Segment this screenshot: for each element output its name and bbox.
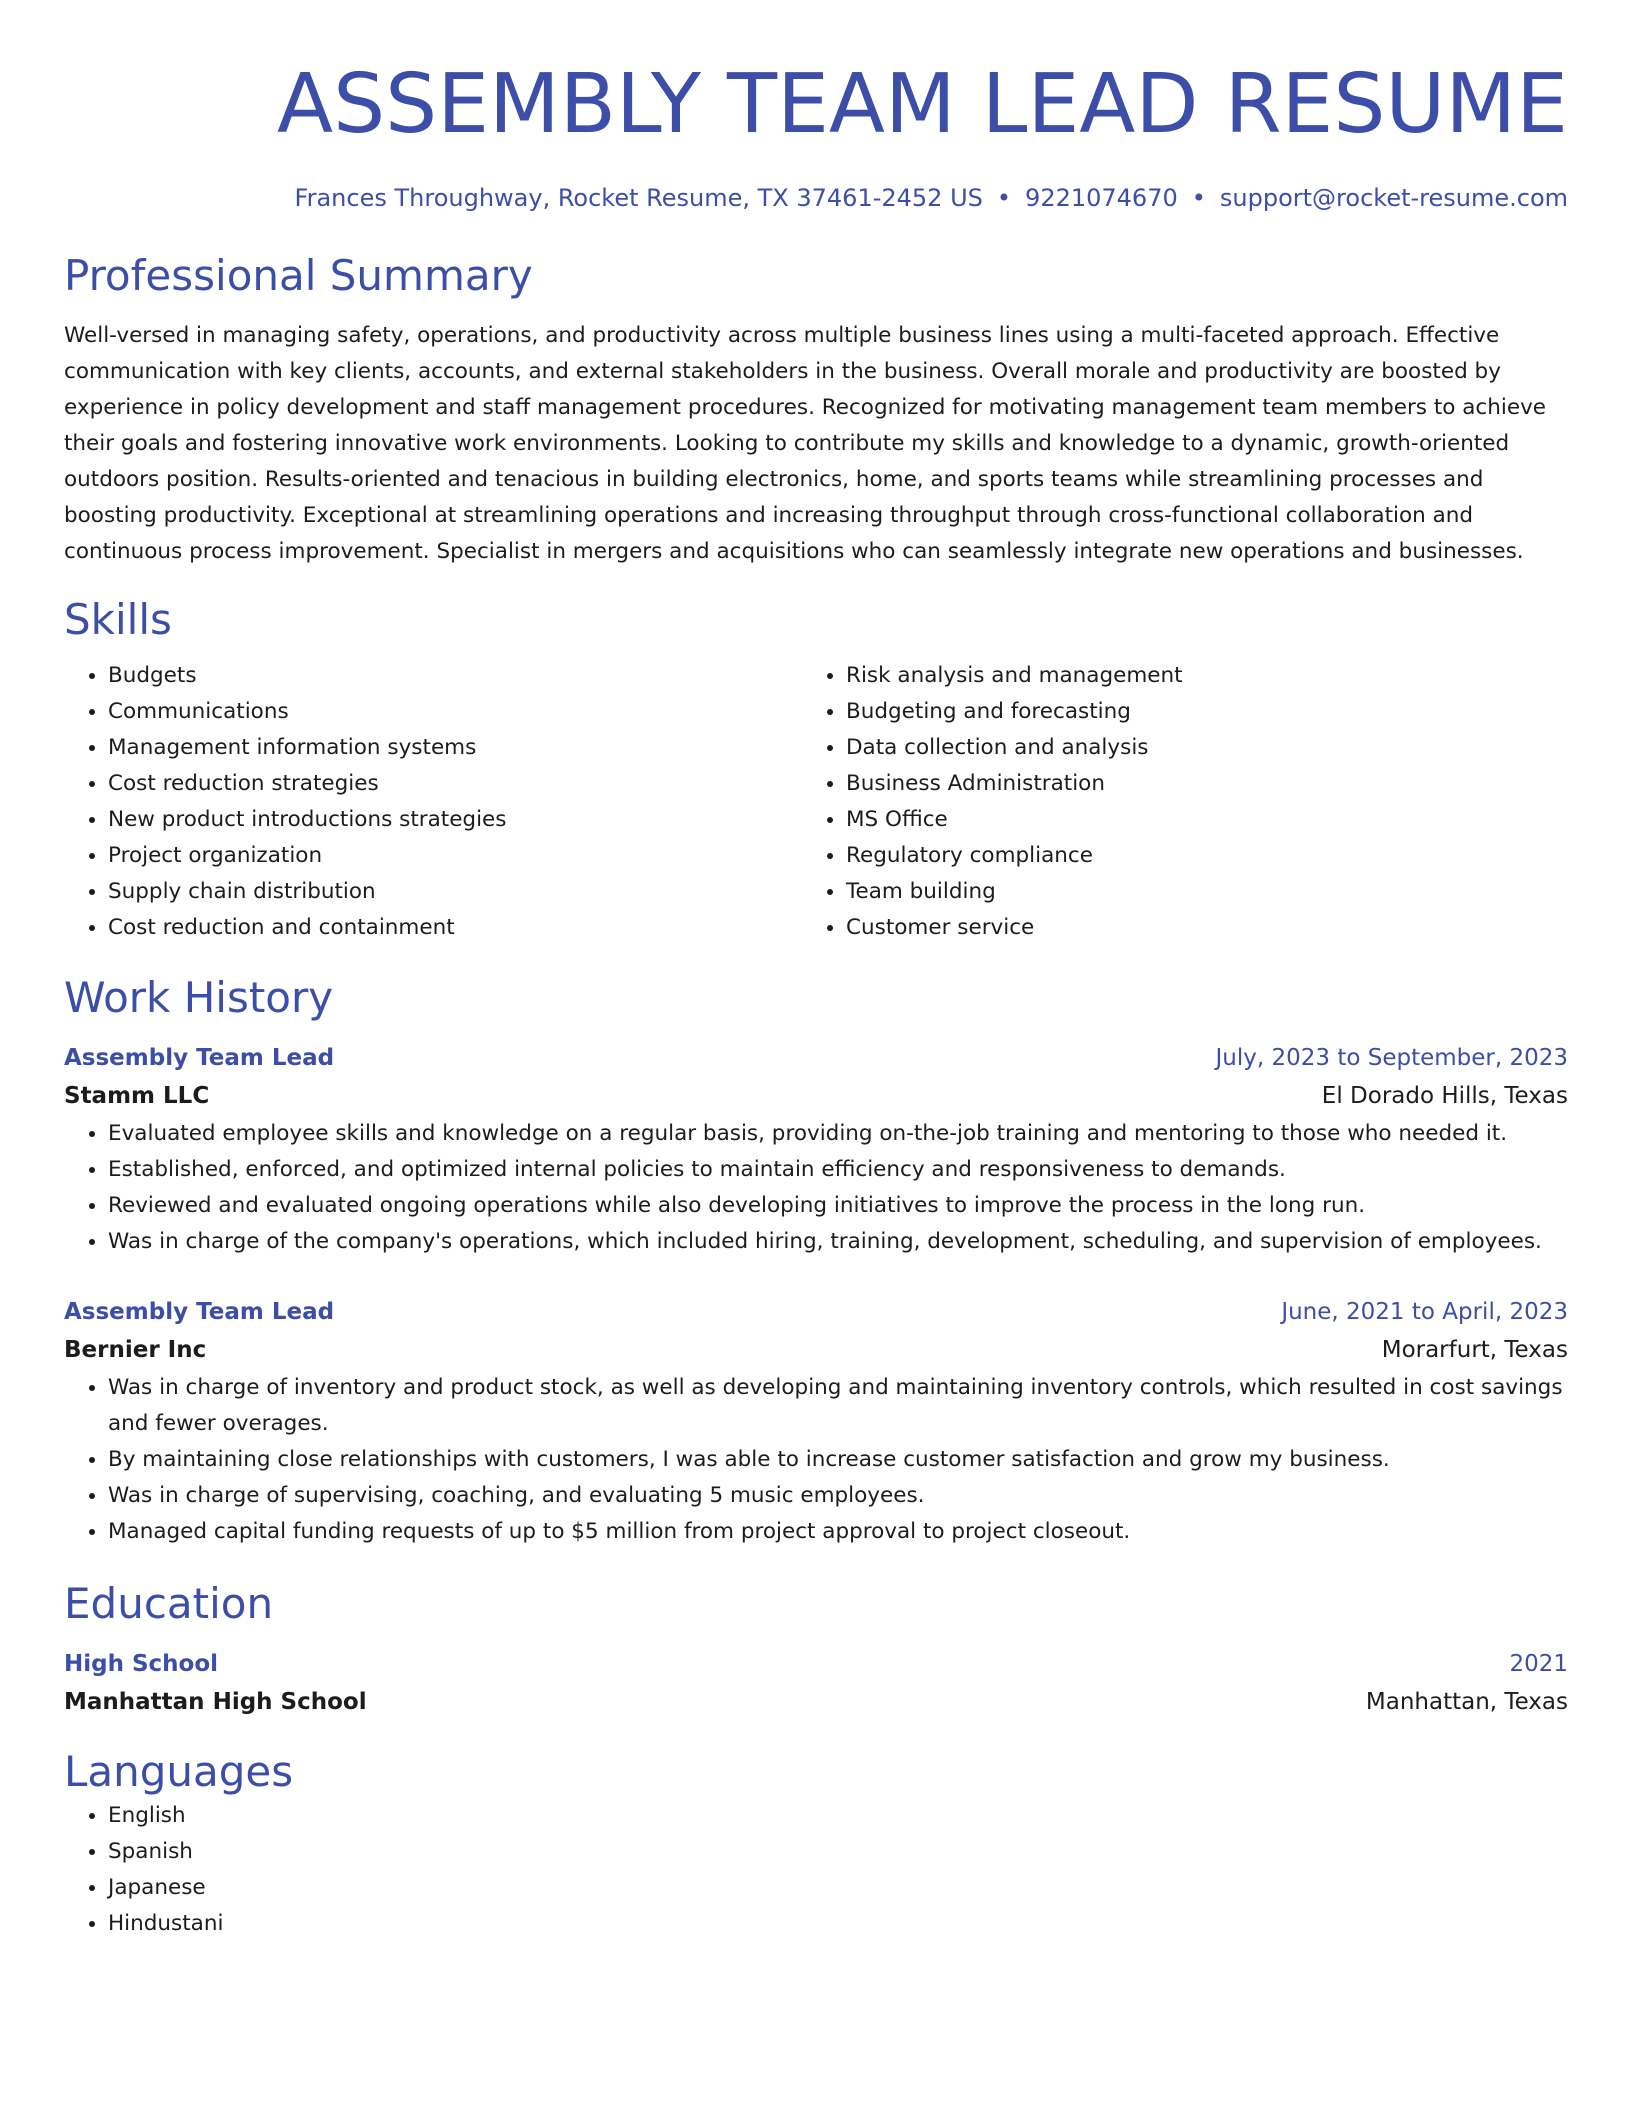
job-company-row (64, 1076, 1568, 1116)
work-history-heading: Work History (64, 973, 334, 1022)
language-item: • Hindustani (108, 1906, 1568, 1942)
job-company: Bernier Inc (64, 1337, 207, 1363)
job-bullet: • Was in charge of inventory and product stock, as well as developing and maintaining inventory controls, which resulted in cost savings and fewer overages. (108, 1370, 1568, 1442)
skill-item: • Risk analysis and management (846, 658, 1540, 694)
education-school-row (64, 1682, 1568, 1722)
job-bullets (64, 1370, 1568, 1550)
skill-item: • Cost reduction strategies (108, 766, 802, 802)
language-item: • Spanish (108, 1834, 1568, 1870)
language-item: • Japanese (108, 1870, 1568, 1906)
job-entry (64, 1294, 1568, 1550)
skill-item: • MS Office (846, 802, 1540, 838)
skill-item: • Team building (846, 874, 1540, 910)
job-bullet: • Managed capital funding requests of up to $5 million from project approval to project closeout. (108, 1514, 1568, 1550)
contact-separator: • (996, 184, 1012, 212)
job-bullet: • Was in charge of the company's operations, which included hiring, training, development, scheduling, and supervision of employees. (108, 1224, 1568, 1260)
contact-address: Frances Throughway, Rocket Resume, TX 37461-2452 US (294, 184, 983, 212)
skill-item: • Budgets (108, 658, 802, 694)
job-bullet: • Evaluated employee skills and knowledge on a regular basis, providing on-the-job training and mentoring to those who needed it. (108, 1116, 1568, 1152)
job-title: Assembly Team Lead (64, 1299, 335, 1325)
summary-heading: Professional Summary (64, 251, 533, 300)
contact-separator: • (1191, 184, 1206, 212)
language-item: • English (108, 1798, 1568, 1834)
skill-item: • Project organization (108, 838, 802, 874)
contact-phone: 9221074670 (1025, 184, 1178, 212)
skill-item: • Data collection and analysis (846, 730, 1540, 766)
job-bullet: • Was in charge of supervising, coaching, and evaluating 5 music employees. (108, 1478, 1568, 1514)
job-location: Morarfurt, Texas (1381, 1337, 1568, 1363)
education-year: 2021 (1509, 1651, 1568, 1677)
job-bullet: • By maintaining close relationships with customers, I was able to increase customer satisfaction and grow my business. (108, 1442, 1568, 1478)
languages-heading: Languages (64, 1747, 294, 1796)
skill-item: • Customer service (846, 910, 1540, 946)
skill-item: • Regulatory compliance (846, 838, 1540, 874)
skill-item: • Communications (108, 694, 802, 730)
education-school: Manhattan High School (64, 1689, 367, 1715)
job-dates: July, 2023 to September, 2023 (1215, 1045, 1568, 1071)
education-location: Manhattan, Texas (1365, 1689, 1568, 1715)
job-company-row (64, 1330, 1568, 1370)
skills-right-column (802, 658, 1540, 946)
education-degree: High School (64, 1651, 219, 1677)
resume-title: ASSEMBLY TEAM LEAD RESUME (277, 57, 1568, 152)
job-bullets (64, 1116, 1568, 1260)
skill-item: • Budgeting and forecasting (846, 694, 1540, 730)
job-entry (64, 1040, 1568, 1260)
skill-item: • Supply chain distribution (108, 874, 802, 910)
education-entry (64, 1646, 1568, 1722)
education-header-row (64, 1646, 1568, 1682)
job-bullet: • Reviewed and evaluated ongoing operations while also developing initiatives to improve the process in the long run. (108, 1188, 1568, 1224)
summary-text: Well-versed in managing safety, operations, and productivity across multiple business lines using a multi-faceted approach. Effective communication with key clients, accounts, and external stakeholders in the business. Overall morale and productivity are boosted by experience in policy development and staff management procedures. Recognized for motivating management team members to achieve their goals and fostering innovative work environments. Looking to contribute my skills and knowledge to a dynamic, growth-oriented outdoors position. Results-oriented and tenacious in building electronics, home, and sports teams while streamlining processes and boosting productivity. Exceptional at streamlining operations and increasing throughput through cross-functional collaboration and continuous process improvement. Specialist in mergers and acquisitions who can seamlessly integrate new operations and businesses. (64, 323, 1547, 564)
skills-grid (64, 658, 1568, 946)
job-title: Assembly Team Lead (64, 1045, 335, 1071)
job-header-row (64, 1294, 1568, 1330)
contact-line (64, 182, 1568, 214)
skill-item: • Cost reduction and containment (108, 910, 802, 946)
skill-item: • New product introductions strategies (108, 802, 802, 838)
job-location: El Dorado Hills, Texas (1321, 1083, 1568, 1109)
education-heading: Education (64, 1579, 274, 1628)
contact-email: support@rocket-resume.com (1219, 184, 1568, 212)
skill-item: • Management information systems (108, 730, 802, 766)
job-header-row (64, 1040, 1568, 1076)
skills-left-column (64, 658, 802, 946)
languages-list (64, 1798, 1568, 1942)
job-bullet: • Established, enforced, and optimized internal policies to maintain efficiency and responsiveness to demands. (108, 1152, 1568, 1188)
job-company: Stamm LLC (64, 1083, 210, 1109)
skills-heading: Skills (64, 595, 172, 644)
job-dates: June, 2021 to April, 2023 (1281, 1299, 1568, 1325)
skill-item: • Business Administration (846, 766, 1540, 802)
